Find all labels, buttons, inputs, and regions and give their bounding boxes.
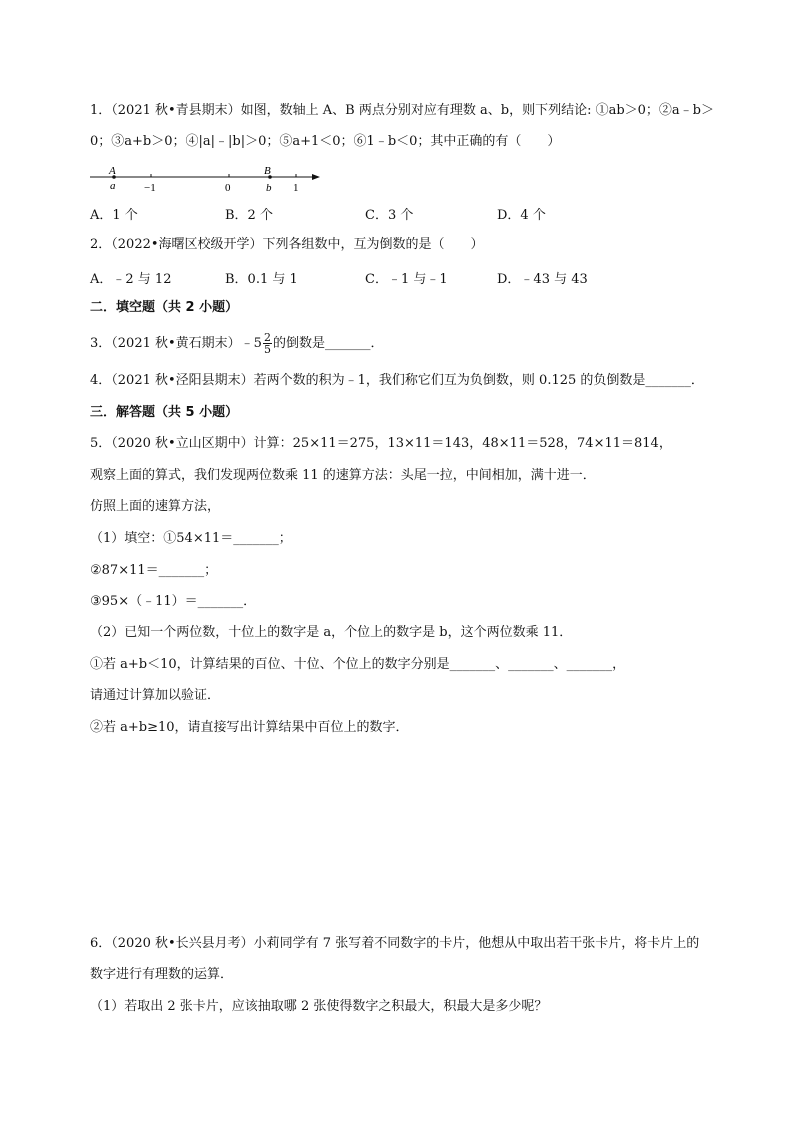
tick-neg1-label: −1 (144, 182, 156, 194)
question-5-line-2: 观察上面的算式，我们发现两位数乘 11 的速算方法：头尾一拉，中间相加，满十进一． (90, 468, 596, 483)
q1-option-a: A．1 个 (90, 208, 138, 223)
point-b-label: B (264, 165, 271, 177)
question-5-line-9: 请通过计算加以验证． (90, 688, 221, 703)
question-6-line-3: （1）若取出 2 张卡片，应该抽取哪 2 张使得数字之积最大，积最大是多少呢？ (90, 999, 548, 1014)
question-3-prefix: 3．（2021 秋•黄石期末）﹣5 (90, 336, 262, 351)
number-line-arrow (312, 174, 320, 180)
question-5-line-7: （2）已知一个两位数，十位上的数字是 a，个位上的数字是 b，这个两位数乘 11． (90, 625, 573, 640)
tick-0-label: 0 (225, 182, 231, 194)
q1-option-b: B．2 个 (225, 208, 273, 223)
section-answer-heading: 三．解答题（共 5 小题） (90, 405, 239, 420)
question-3 (90, 331, 383, 357)
question-5-line-4: （1）填空：①54×11＝_______； (90, 531, 292, 546)
question-5-line-10: ②若 a+b≥10，请直接写出计算结果中百位上的数字． (90, 720, 409, 735)
fraction-numerator: 2 (263, 331, 271, 344)
point-b-var: b (266, 182, 272, 194)
point-a-label: A (109, 165, 116, 177)
question-6-line-1: 6．（2020 秋•长兴县月考）小莉同学有 7 张写着不同数字的卡片，他想从中取出若干张卡片，将卡片上的 (90, 936, 700, 951)
question-4: 4．（2021 秋•泾阳县期末）若两个数的积为﹣1，我们称它们互为负倒数，则 0.125 的负倒数是_______． (90, 373, 704, 388)
question-5-line-5: ②87×11＝_______； (90, 563, 218, 578)
question-5-line-3: 仿照上面的速算方法， (90, 499, 221, 514)
section-fill-in-heading: 二．填空题（共 2 小题） (90, 300, 239, 315)
question-1-line-1: 1．（2021 秋•青县期末）如图，数轴上 A、B 两点分别对应有理数 a、b，则下列结论: ①ab＞0；②a﹣b＞ (90, 103, 714, 118)
q2-option-d: D．﹣43 与 43 (497, 272, 588, 287)
question-2-stem: 2．（2022•海曙区校级开学）下列各组数中，互为倒数的是（ ） (90, 237, 484, 252)
q2-option-c: C．﹣1 与﹣1 (365, 272, 448, 287)
q1-option-c: C．3 个 (365, 208, 414, 223)
question-3-suffix: 的倒数是_______． (272, 336, 384, 351)
question-5-line-1: 5．（2020 秋•立山区期中）计算：25×11＝275，13×11＝143，48×11＝528，74×11＝814， (90, 436, 672, 451)
point-a-var: a (110, 180, 116, 192)
q1-option-d: D．4 个 (497, 208, 546, 223)
question-6-line-2: 数字进行有理数的运算． (90, 967, 234, 982)
tick-1-label: 1 (293, 182, 299, 194)
question-5-line-8: ①若 a+b＜10，计算结果的百位、十位、个位上的数字分别是_______、_______、_______， (90, 657, 626, 672)
fraction-denominator: 5 (263, 343, 271, 356)
question-3-fraction (263, 332, 272, 355)
number-line-figure (88, 165, 328, 195)
q2-option-a: A．﹣2 与 12 (90, 272, 172, 287)
q2-option-b: B．0.1 与 1 (225, 272, 298, 287)
question-1-line-2: 0；③a+b＞0；④|a|﹣|b|＞0；⑤a+1＜0；⑥1﹣b＜0；其中正确的有（ ） (90, 134, 561, 149)
question-5-line-6: ③95×（﹣11）＝_______． (90, 594, 257, 609)
